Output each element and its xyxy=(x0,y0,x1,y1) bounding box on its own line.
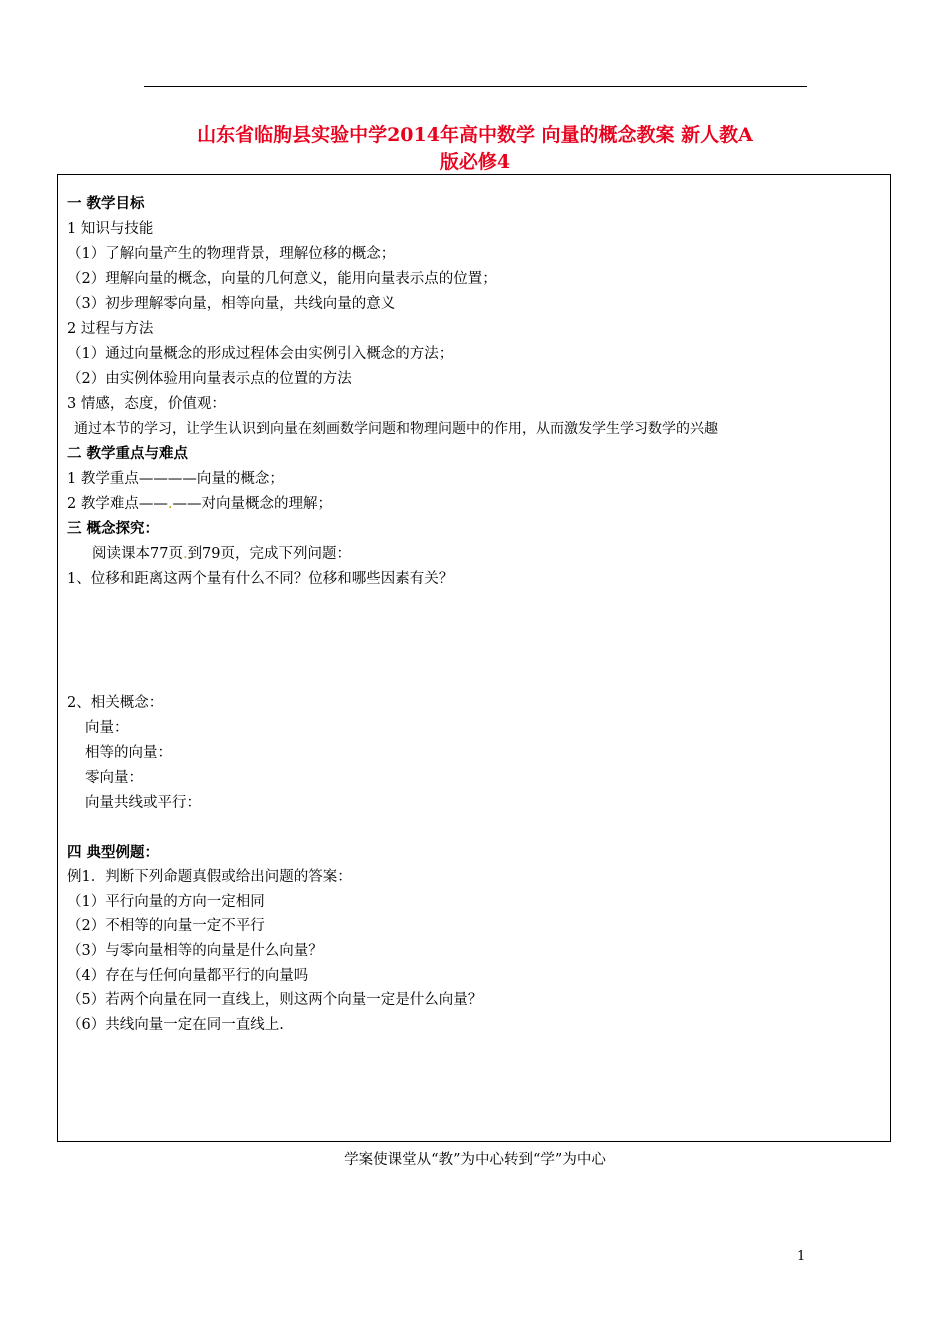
reading-text-a: 阅读课本77页 xyxy=(92,546,183,562)
difficulty-text-a: 2 教学难点—— xyxy=(67,496,168,512)
example-item: （3）与零向量相等的向量是什么向量？ xyxy=(67,943,323,959)
goal-item: （2）由实例体验用向量表示点的位置的方法 xyxy=(67,371,352,387)
header-rule xyxy=(144,86,807,87)
goal-item: （1）了解向量产生的物理背景，理解位移的概念； xyxy=(67,246,396,262)
section-heading-goals: 一 教学目标 xyxy=(67,195,145,212)
example-item: （6）共线向量一定在同一直线上. xyxy=(67,1017,284,1033)
document-title xyxy=(60,122,890,176)
concept-item: 向量： xyxy=(85,720,129,736)
reading-text-b: 到79页，完成下列问题： xyxy=(187,546,352,562)
example-prompt: 例1．判断下列命题真假或给出问题的答案： xyxy=(67,869,352,885)
section-heading-exploration: 三 概念探究： xyxy=(67,520,160,537)
example-item: （1）平行向量的方向一定相同 xyxy=(67,894,265,910)
mark-dot: . xyxy=(182,546,188,562)
example-item: （5）若两个向量在同一直线上，则这两个向量一定是什么向量？ xyxy=(67,992,483,1008)
concept-item: 零向量： xyxy=(85,770,143,786)
example-item: （4）存在与任何向量都平行的向量吗 xyxy=(67,968,309,984)
question-item: 2、相关概念： xyxy=(67,695,164,711)
goal-item: （1）通过向量概念的形成过程体会由实例引入概念的方法； xyxy=(67,346,454,362)
goal-item: （3）初步理解零向量，相等向量，共线向量的意义 xyxy=(67,296,396,312)
page-number: 1 xyxy=(797,1249,806,1264)
goal-item: 通过本节的学习，让学生认识到向量在刻画数学问题和物理问题中的作用，从而激发学生学习数学的兴趣 xyxy=(74,421,718,437)
mark-dot: . xyxy=(167,496,173,512)
reading-instruction xyxy=(92,544,351,564)
example-item: （2）不相等的向量一定不平行 xyxy=(67,918,265,934)
title-line-1: 山东省临朐县实验中学2014年高中数学 向量的概念教案 新人教A xyxy=(197,124,753,146)
concept-item: 相等的向量： xyxy=(85,745,172,761)
section-heading-key-points: 二 教学重点与难点 xyxy=(67,445,189,462)
subheading-process: 2 过程与方法 xyxy=(67,321,154,337)
section-heading-examples: 四 典型例题： xyxy=(67,844,160,861)
key-point-item: 1 教学重点————向量的概念； xyxy=(67,471,284,487)
difficulty-text-b: ——对向量概念的理解； xyxy=(172,496,332,512)
question-item: 1、位移和距离这两个量有什么不同？位移和哪些因素有关？ xyxy=(67,571,454,587)
subheading-attitude: 3 情感，态度，价值观： xyxy=(67,396,226,412)
difficulty-item xyxy=(67,494,332,514)
footer-slogan: 学案使课堂从“教”为中心转到“学”为中心 xyxy=(344,1152,606,1168)
subheading-knowledge: 1 知识与技能 xyxy=(67,221,154,237)
title-line-2: 版必修4 xyxy=(439,151,511,173)
concept-item: 向量共线或平行： xyxy=(85,795,201,811)
goal-item: （2）理解向量的概念，向量的几何意义，能用向量表示点的位置； xyxy=(67,271,497,287)
